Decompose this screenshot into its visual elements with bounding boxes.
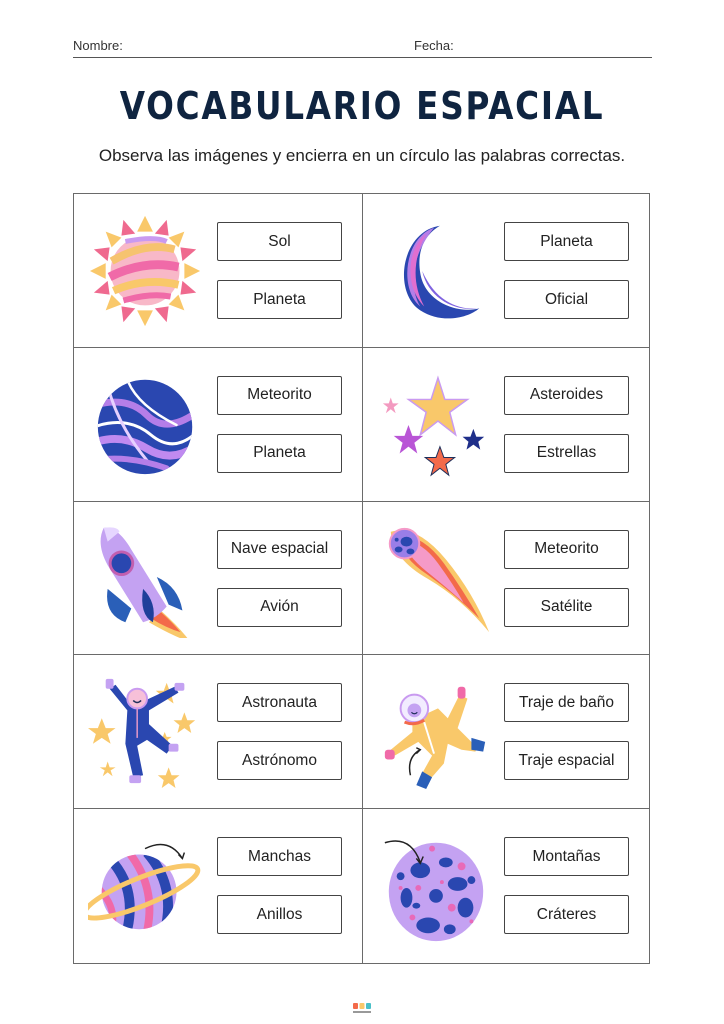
- header-line[interactable]: [73, 57, 652, 58]
- option-meteorito[interactable]: Meteorito: [504, 530, 629, 569]
- item-cell: [363, 655, 649, 809]
- instructions: Observa las imágenes y encierra en un círculo las palabras correctas.: [98, 146, 626, 165]
- ringed-planet-icon: [88, 827, 206, 945]
- item-cell: [74, 502, 363, 656]
- item-cell: [363, 809, 649, 963]
- item-cell: [74, 348, 363, 502]
- option-nave-espacial[interactable]: Nave espacial: [217, 530, 342, 569]
- option-planeta[interactable]: Planeta: [217, 280, 342, 319]
- item-cell: [74, 194, 363, 348]
- option-crateres[interactable]: Cráteres: [504, 895, 629, 934]
- option-astronomo[interactable]: Astrónomo: [217, 741, 342, 780]
- option-traje-de-bano[interactable]: Traje de baño: [504, 683, 629, 722]
- page-title: VOCABULARIO ESPACIAL: [119, 84, 605, 128]
- stars-icon: [377, 366, 495, 484]
- astronaut-icon: [88, 673, 206, 791]
- option-oficial[interactable]: Oficial: [504, 280, 629, 319]
- spacesuit-icon: [377, 673, 495, 791]
- vocabulary-grid: [73, 193, 650, 964]
- item-cell: [363, 194, 649, 348]
- moon-icon: [377, 212, 495, 330]
- option-manchas[interactable]: Manchas: [217, 837, 342, 876]
- item-cell: [363, 348, 649, 502]
- item-cell: [74, 655, 363, 809]
- date-label: Fecha:: [414, 38, 454, 53]
- option-meteorito[interactable]: Meteorito: [217, 376, 342, 415]
- option-planeta[interactable]: Planeta: [504, 222, 629, 261]
- option-satelite[interactable]: Satélite: [504, 588, 629, 627]
- option-montanas[interactable]: Montañas: [504, 837, 629, 876]
- name-label: Nombre:: [73, 38, 123, 53]
- sun-icon: [88, 212, 206, 330]
- item-cell: [363, 502, 649, 656]
- rocket-icon: [88, 520, 206, 638]
- meteor-icon: [377, 520, 495, 638]
- item-cell: [74, 809, 363, 963]
- cratered-planet-icon: [377, 827, 495, 945]
- option-sol[interactable]: Sol: [217, 222, 342, 261]
- option-astronauta[interactable]: Astronauta: [217, 683, 342, 722]
- brand-logo-icon: [352, 1002, 372, 1016]
- planet-icon: [88, 366, 206, 484]
- option-avion[interactable]: Avión: [217, 588, 342, 627]
- option-asteroides[interactable]: Asteroides: [504, 376, 629, 415]
- option-estrellas[interactable]: Estrellas: [504, 434, 629, 473]
- option-planeta[interactable]: Planeta: [217, 434, 342, 473]
- option-anillos[interactable]: Anillos: [217, 895, 342, 934]
- option-traje-espacial[interactable]: Traje espacial: [504, 741, 629, 780]
